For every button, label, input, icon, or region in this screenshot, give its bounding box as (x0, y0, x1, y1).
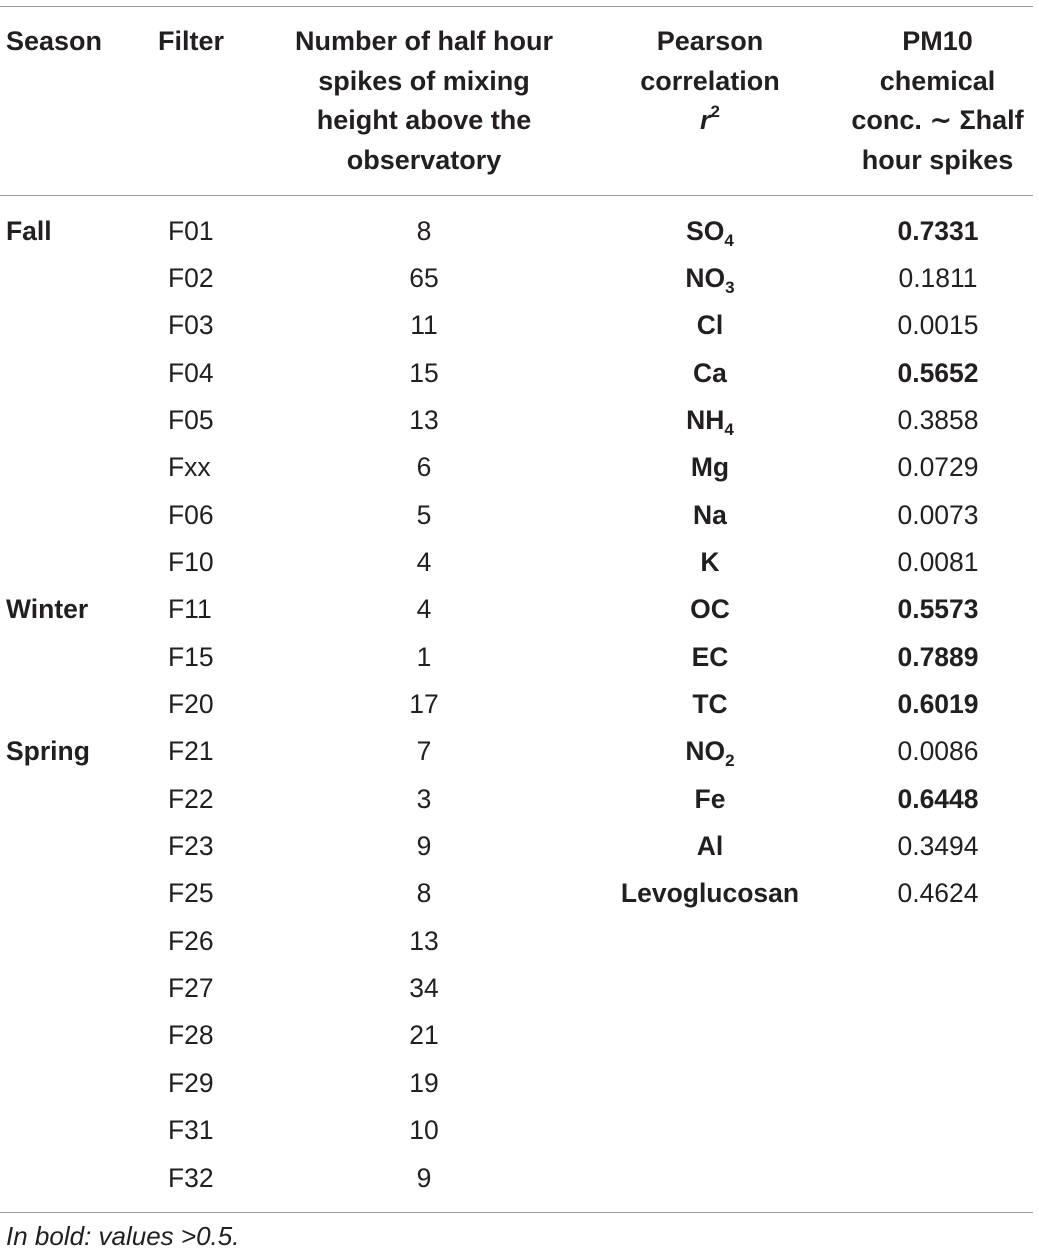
header-pearson-line: correlation (640, 65, 780, 96)
filter-id: Fxx (168, 452, 211, 483)
header-pm10-line: PM10 (902, 26, 973, 56)
filter-id: F06 (168, 499, 214, 530)
header-spikes-line: spikes of mixing (318, 65, 530, 96)
chemical-species (600, 728, 820, 775)
chemical-name: Cl (696, 310, 724, 341)
spike-count: 21 (409, 1020, 439, 1051)
spike-count: 3 (416, 783, 432, 814)
filter-id: F20 (168, 689, 214, 719)
chemical-species (600, 302, 820, 349)
chemical-name: TC (692, 689, 728, 719)
spike-count: 17 (409, 689, 439, 719)
chemical-name: SO (686, 215, 725, 246)
chemical-name: OC (690, 594, 730, 625)
chemical-species (600, 444, 820, 491)
spike-count: 9 (416, 831, 432, 862)
chemical-name: NO (685, 262, 726, 293)
filter-id: F23 (168, 831, 214, 862)
spike-count: 13 (409, 925, 439, 956)
chemical-name: Fe (694, 783, 726, 814)
chemical-name: Na (693, 499, 727, 530)
correlation-value: 0.4624 (897, 878, 979, 909)
spike-count: 11 (410, 310, 438, 341)
filter-id: F22 (168, 783, 214, 814)
header-pm10 (830, 22, 1039, 180)
header-pm10-line: conc. ∼ Σhalf (851, 105, 1024, 135)
filter-id: F02 (168, 262, 214, 293)
correlation-value: 0.0081 (897, 546, 979, 577)
chemical-name: Al (696, 831, 724, 862)
chemical-name: Mg (690, 452, 730, 483)
spike-count: 13 (409, 404, 439, 435)
chemical-species (600, 492, 820, 539)
filter-id: F10 (168, 546, 214, 577)
chemical-name: Ca (693, 357, 727, 388)
header-spikes-line: Number of half hour (295, 26, 553, 56)
header-pearson (600, 22, 820, 141)
filter-id: F26 (168, 925, 214, 956)
correlation-value: 0.3858 (897, 404, 979, 435)
season-label: Spring (6, 736, 90, 767)
correlation-value: 0.0073 (897, 499, 979, 530)
spike-count: 7 (416, 736, 432, 767)
chemical-species (600, 255, 820, 302)
header-pm10-line: chemical (879, 65, 996, 96)
chemical-species (600, 208, 820, 255)
correlation-value: 0.3494 (897, 831, 979, 862)
chemical-species (600, 681, 820, 728)
correlation-value: 0.1811 (898, 262, 978, 293)
filter-id: F21 (168, 736, 214, 767)
season-label: Winter (6, 594, 89, 625)
filter-id: F27 (168, 973, 214, 1004)
spike-count: 34 (409, 973, 439, 1004)
chemical-species (600, 823, 820, 870)
spike-count: 4 (416, 594, 432, 625)
spike-count: 65 (409, 262, 439, 293)
spike-count: 8 (416, 878, 432, 909)
chemical-species (600, 586, 820, 633)
chemical-species (600, 397, 820, 444)
chemical-species (600, 350, 820, 397)
spike-count: 9 (416, 1162, 432, 1193)
header-pearson-symbol-line (600, 101, 820, 141)
chemical-species (600, 634, 820, 681)
correlation-value: 0.5652 (897, 357, 979, 388)
spike-count: 8 (416, 215, 432, 246)
header-spikes-line: height above the (316, 105, 532, 135)
chemical-subscript: 4 (724, 230, 734, 250)
chemical-species (600, 776, 820, 823)
spike-count: 6 (416, 452, 432, 483)
table-bottom-rule (0, 1212, 1033, 1213)
spike-count: 15 (409, 357, 439, 388)
chemical-name: EC (691, 641, 729, 672)
filter-id: F29 (168, 1067, 214, 1098)
header-pearson-exponent: 2 (710, 102, 720, 121)
filter-id: F25 (168, 878, 214, 909)
header-season: Season (6, 26, 103, 56)
chemical-species (600, 539, 820, 586)
correlation-value: 0.6448 (897, 783, 979, 814)
filter-id: F28 (168, 1020, 214, 1051)
correlation-value: 0.6019 (897, 689, 979, 719)
spike-count: 1 (416, 641, 432, 672)
spike-count: 19 (409, 1067, 439, 1098)
correlation-value: 0.0729 (897, 452, 979, 483)
correlation-value: 0.7889 (897, 641, 979, 672)
filter-id: F31 (168, 1115, 214, 1146)
filter-id: F32 (168, 1162, 214, 1193)
correlation-value: 0.7331 (897, 215, 979, 246)
chemical-name: Levoglucosan (620, 878, 800, 909)
filter-id: F03 (168, 310, 214, 341)
filter-id: F01 (168, 215, 214, 246)
header-spikes-line: observatory (346, 144, 502, 175)
correlation-value: 0.0086 (897, 736, 979, 767)
header-pearson-symbol: r (700, 105, 711, 135)
spike-count: 5 (416, 499, 432, 530)
correlation-value: 0.0015 (897, 310, 979, 341)
spike-count: 4 (416, 546, 432, 577)
correlation-value: 0.5573 (897, 594, 979, 625)
spike-count: 10 (409, 1115, 439, 1146)
filter-id: F05 (168, 404, 214, 435)
chemical-subscript: 2 (725, 751, 735, 771)
table-footnote: In bold: values >0.5. (6, 1221, 240, 1251)
chemical-name: NO (685, 736, 726, 767)
chemical-name: NH (686, 404, 725, 435)
filter-id: F11 (168, 594, 212, 625)
header-filter: Filter (158, 26, 225, 56)
season-label: Fall (6, 215, 52, 246)
table-top-rule (0, 6, 1033, 7)
chemical-subscript: 3 (725, 277, 735, 297)
filter-id: F04 (168, 357, 214, 388)
table-header-rule (0, 195, 1033, 196)
chemical-subscript: 4 (724, 419, 734, 439)
header-pm10-line: hour spikes (861, 144, 1014, 175)
header-pearson-line: Pearson (656, 26, 764, 56)
chemical-species (600, 870, 820, 917)
filter-id: F15 (168, 641, 214, 672)
header-spikes (260, 22, 588, 180)
chemical-name: K (700, 546, 720, 577)
